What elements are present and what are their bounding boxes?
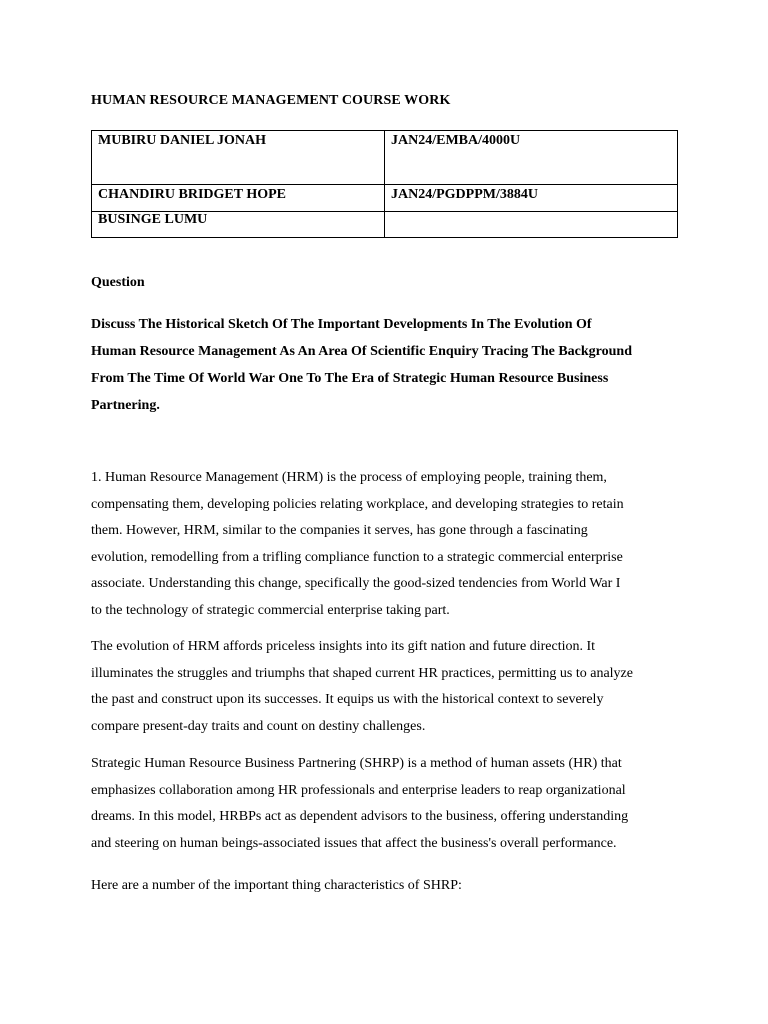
paragraph-hrm-definition: [91, 465, 691, 625]
paragraph-line: evolution, remodelling from a trifling compliance function to a strategic commercial enterprise: [91, 549, 623, 565]
paragraph-hrm-evolution: [91, 634, 691, 740]
document-title: HUMAN RESOURCE MANAGEMENT COURSE WORK: [91, 93, 451, 108]
question-line: Discuss The Historical Sketch Of The Important Developments In The Evolution Of: [91, 317, 592, 332]
member-name: CHANDIRU BRIDGET HOPE: [92, 185, 385, 212]
paragraph-line: associate. Understanding this change, specifically the good-sized tendencies from World War I: [91, 576, 621, 592]
question-line: From The Time Of World War One To The Era of Strategic Human Resource Business: [91, 371, 609, 386]
member-reg-no: JAN24/EMBA/4000U: [385, 131, 678, 185]
question-text: [91, 311, 691, 419]
paragraph-line: Strategic Human Resource Business Partnering (SHRP) is a method of human assets (HR) that: [91, 756, 622, 771]
paragraph-shrp-characteristics: [91, 873, 691, 900]
paragraph-line: dreams. In this model, HRBPs act as dependent advisors to the business, offering understanding: [91, 809, 629, 825]
paragraph-line: 1. Human Resource Management (HRM) is the process of employing people, training them,: [91, 470, 607, 485]
member-name: BUSINGE LUMU: [92, 212, 385, 238]
paragraph-line: illuminates the struggles and triumphs that shaped current HR practices, permitting us to analyze: [91, 665, 633, 681]
table-row: [92, 131, 678, 185]
member-name: MUBIRU DANIEL JONAH: [92, 131, 385, 185]
members-table: [91, 130, 678, 238]
table-row: [92, 185, 678, 212]
paragraph-line: emphasizes collaboration among HR professionals and enterprise leaders to reap organizational: [91, 782, 626, 798]
paragraph-line: and steering on human beings-associated issues that affect the business's overall performance.: [91, 835, 617, 851]
question-line: Human Resource Management As An Area Of Scientific Enquiry Tracing The Background: [91, 344, 632, 359]
question-line: Partnering.: [91, 398, 160, 413]
paragraph-line: to the technology of strategic commercial enterprise taking part.: [91, 602, 450, 618]
paragraph-line: compensating them, developing policies relating workplace, and developing strategies to retain: [91, 496, 624, 512]
paragraph-shrp: [91, 751, 691, 857]
paragraph-line: The evolution of HRM affords priceless insights into its gift nation and future direction. It: [91, 639, 596, 654]
paragraph-line: the past and construct upon its successes. It equips us with the historical context to severely: [91, 692, 604, 708]
member-reg-no: JAN24/PGDPPM/3884U: [385, 185, 678, 212]
paragraph-line: them. However, HRM, similar to the companies it serves, has gone through a fascinating: [91, 523, 588, 539]
question-label: Question: [91, 275, 145, 290]
table-row: [92, 212, 678, 238]
paragraph-line: compare present-day traits and count on destiny challenges.: [91, 718, 426, 734]
member-reg-no: [385, 212, 678, 238]
paragraph-line: Here are a number of the important thing characteristics of SHRP:: [91, 878, 462, 893]
